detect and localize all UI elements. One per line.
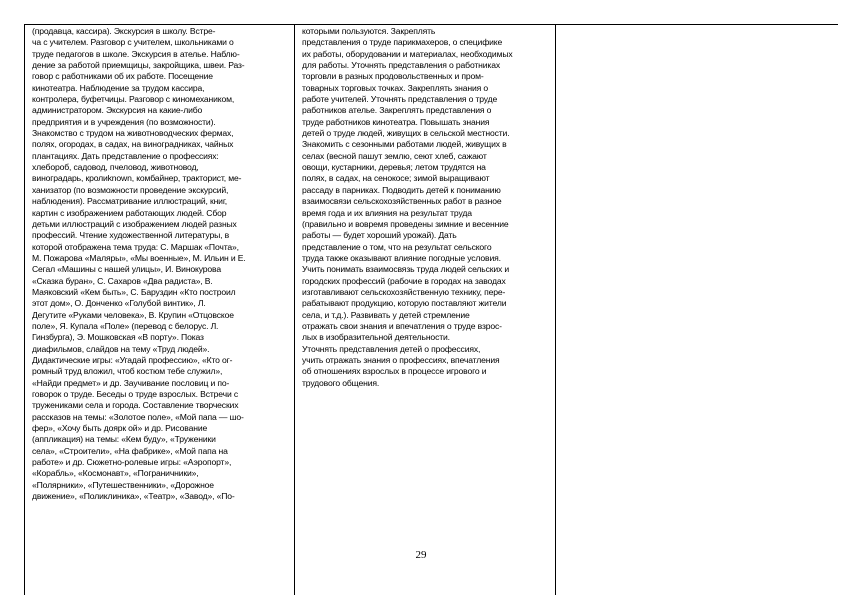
text-line: виноградарь, кролиknown, комбайнер, тракторист, ме- xyxy=(32,173,242,184)
column-border-left xyxy=(24,24,25,595)
text-line: Дидактические игры: «Угадай профессию», «Кто ог- xyxy=(32,354,233,365)
text-line: работы — будет хороший урожай). Дать xyxy=(302,230,457,241)
text-line: их работы, оборудовании и материалах, необходимых xyxy=(302,48,513,59)
text-line: Знакомство с трудом на животноводческих фермах, xyxy=(32,128,234,139)
table-top-border xyxy=(24,24,838,25)
text-line: лых в изобразительной деятельности. xyxy=(302,332,450,343)
text-line: диафильмов, слайдов на тему «Труд людей». xyxy=(32,343,210,354)
text-line: учить отражать знания о профессиях, впечатления xyxy=(302,354,500,365)
text-line: (правильно и вовремя проведены зимние и весенние xyxy=(302,218,509,229)
text-line: «Корабль», «Космонавт», «Пограничники», xyxy=(32,468,199,479)
text-line: детьми иллюстраций с изображением людей разных xyxy=(32,218,237,229)
text-line: Уточнять представления детей о профессиях, xyxy=(302,343,481,354)
text-line: взаимосвязи сельскохозяйственных работ в разное xyxy=(302,196,502,207)
text-line: профессий. Чтение художественной литературы, в xyxy=(32,230,229,241)
text-line: предприятия и в учреждения (по возможности). xyxy=(32,116,216,127)
text-line: рассказов на темы: «Золотое поле», «Мой папа — шо- xyxy=(32,411,244,422)
text-line: для работы. Уточнять представления о работниках xyxy=(302,60,500,71)
text-line: торговли в разных продовольственных и пром- xyxy=(302,71,484,82)
text-line: Дегутите «Руками человека», В. Крупин «Отцовское xyxy=(32,309,234,320)
text-line: тружениками села и города. Составление творческих xyxy=(32,400,239,411)
text-line: говор с работниками об их работе. Посещение xyxy=(32,71,213,82)
text-line: наблюдения). Рассматривание иллюстраций, книг, xyxy=(32,196,228,207)
text-line: овощи, кустарники, деревья; летом трудятся на xyxy=(302,162,486,173)
text-line: ханизатор (по возможности проведение экскурсий, xyxy=(32,184,229,195)
text-line: контролера, буфетчицы. Разговор с киномехаником, xyxy=(32,94,235,105)
text-line: фер», «Хочу быть доярк ой» и др. Рисование xyxy=(32,423,208,434)
text-line: рассаду в парниках. Подводить детей к пониманию xyxy=(302,184,501,195)
text-line: кинотеатра. Наблюдение за трудом кассира, xyxy=(32,82,205,93)
column-left-text xyxy=(32,26,304,502)
text-line: которой отображена тема труда: С. Маршак «Почта», xyxy=(32,241,239,252)
text-line: Сегал «Машины с нашей улицы», И. Винокурова xyxy=(32,264,222,275)
text-line: труде педагогов в школе. Экскурсия в ателье. Наблю- xyxy=(32,48,240,59)
text-line: села», «Строители», «На фабрике», «Мой папа на xyxy=(32,445,228,456)
text-line: селах (весной пашут землю, сеют хлеб, сажают xyxy=(302,150,487,161)
text-line: Учить понимать взаимосвязь труда людей сельских и xyxy=(302,264,510,275)
text-line: ромный труд вложил, чтоб костюм тебе служил», xyxy=(32,366,223,377)
text-line: плантациях. Дать представление о профессиях: xyxy=(32,150,219,161)
text-line: М. Пожарова «Маляры», «Мы военные», М. Ильин и Е. xyxy=(32,252,246,263)
text-line: Гинзбурга), Э. Мошковская «В порту». Показ xyxy=(32,332,204,343)
text-line: изготавливают сельскохозяйственную технику, пере- xyxy=(302,286,506,297)
page-number: 29 xyxy=(415,549,427,561)
text-line: Маяковский «Кем быть», С. Баруздин «Кто построил xyxy=(32,286,236,297)
text-line: «Полярники», «Путешественники», «Дорожное xyxy=(32,479,214,490)
text-line: администратором. Экскурсия на какие-либо xyxy=(32,105,203,116)
text-line: товарных торговых точках. Закреплять знания о xyxy=(302,82,489,93)
text-line: дение за работой приемщицы, закройщика, швеи. Раз- xyxy=(32,60,245,71)
text-line: труда также оказывают влияние погодные условия. xyxy=(302,252,501,263)
text-line: полях, огородах, в садах, на виноградниках, чайных xyxy=(32,139,234,150)
text-line: рабатывают продукцию, которую поставляют жители xyxy=(302,298,507,309)
text-line: трудового общения. xyxy=(302,377,380,388)
text-line: «Найди предмет» и др. Заучивание пословиц и по- xyxy=(32,377,230,388)
text-line: говорок о труде. Беседы о труде взрослых. Встречи с xyxy=(32,389,238,399)
text-line: хлебороб, садовод, пчеловод, животновод, xyxy=(32,162,199,173)
text-line: села, и т.д.). Развивать у детей стремление xyxy=(302,309,470,320)
text-line: городских профессий (рабочие в городах на заводах xyxy=(302,275,506,286)
text-line: об отношениях взрослых в процессе игрового и xyxy=(302,366,487,377)
text-line: работников ателье. Закреплять представления о xyxy=(302,105,492,116)
text-line: картин с изображением работающих людей. Сбор xyxy=(32,207,227,218)
text-line: Знакомить с сезонными работами людей, живущих в xyxy=(302,139,507,150)
text-line: «Сказка буран», С. Сахаров «Два радиста», В. xyxy=(32,275,213,286)
column-middle-text xyxy=(302,26,560,389)
text-line: (продавца, кассира). Экскурсия в школу. Встре- xyxy=(32,26,216,36)
text-line: полях, в садах, на сенокосе; зимой выращивают xyxy=(302,173,490,184)
text-line: этот дом», О. Донченко «Голубой винтик», Л. xyxy=(32,298,206,309)
text-line: время года и их влияния на результат труда xyxy=(302,207,472,218)
text-line: представления о труде парикмахеров, о специфике xyxy=(302,37,503,48)
text-line: детей о труде людей, живущих в сельской местности. xyxy=(302,128,510,139)
content-table xyxy=(24,24,838,595)
text-line: работе учителей. Уточнять представления о труде xyxy=(302,94,498,105)
text-line: отражать свои знания и впечатления о труде взрос- xyxy=(302,320,502,331)
text-line: труде работников кинотеатра. Повышать знания xyxy=(302,116,490,127)
text-line: работе» и др. Сюжетно-ролевые игры: «Аэропорт», xyxy=(32,457,232,468)
text-line: которыми пользуются. Закреплять xyxy=(302,26,436,36)
text-line: представление о том, что на результат сельского xyxy=(302,241,492,252)
text-line: поле», Я. Купала «Поле» (перевод с белорус. Л. xyxy=(32,320,219,331)
text-line: ча с учителем. Разговор с учителем, школьниками о xyxy=(32,37,234,48)
text-line: (аппликация) на темы: «Кем буду», «Труженики xyxy=(32,434,216,445)
text-line: движение», «Поликлиника», «Театр», «Завод», «По- xyxy=(32,491,235,502)
